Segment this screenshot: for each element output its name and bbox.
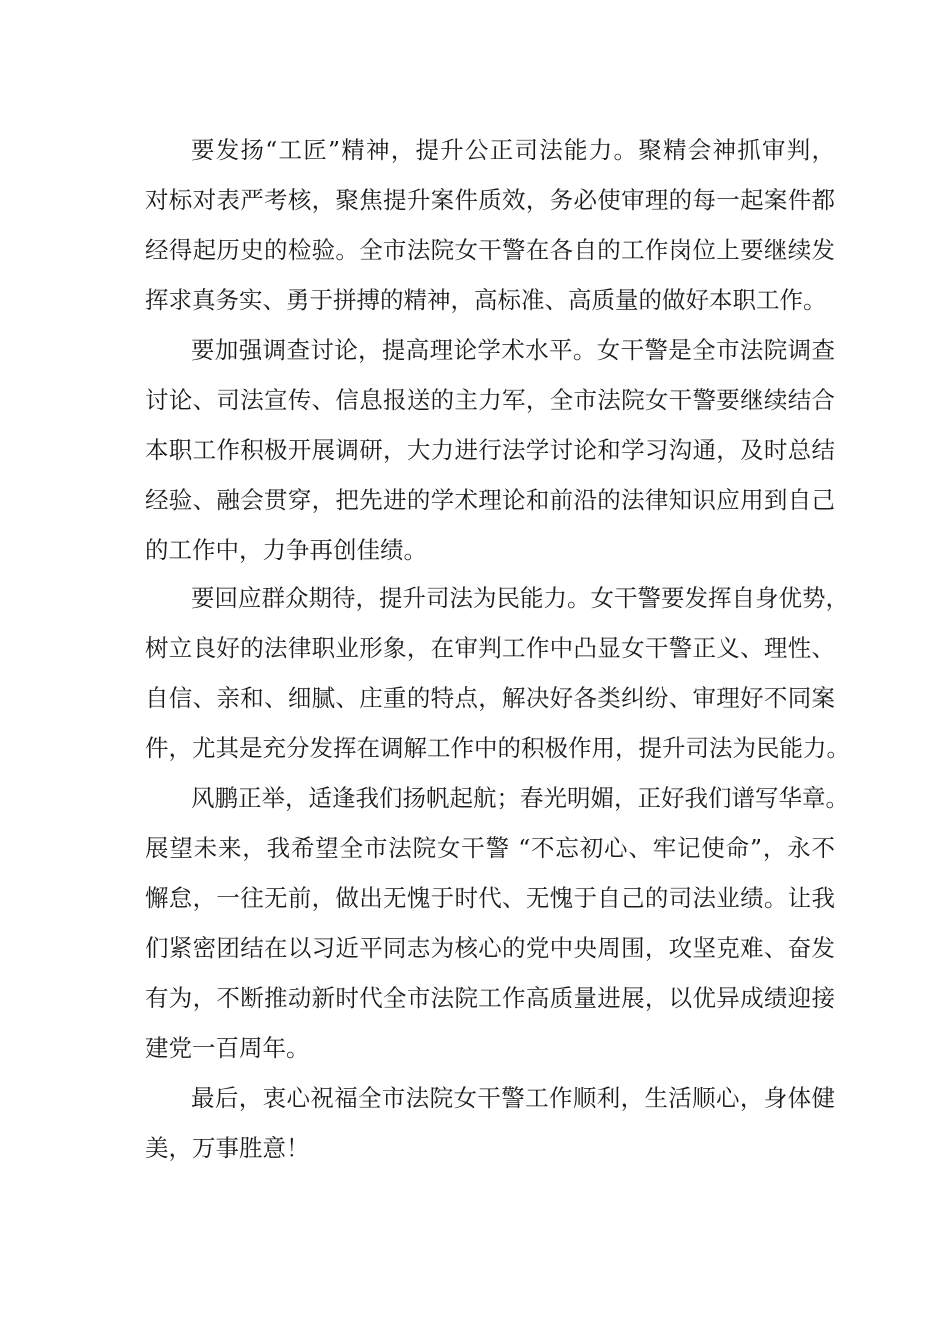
paragraph-3-line-1: 要回应群众期待，提升司法为民能力。女干警要发挥自身优势， bbox=[191, 584, 849, 612]
paragraph-4-line-2: 展望未来，我希望全市法院女干警 “不忘初心、牢记使命”，永不 bbox=[145, 834, 835, 862]
paragraph-1-line-2: 对标对表严考核，聚焦提升案件质效，务必使审理的每一起案件都 bbox=[145, 186, 835, 214]
paragraph-1-line-1: 要发扬“工匠”精神，提升公正司法能力。聚精会神抓审判， bbox=[191, 136, 835, 164]
paragraph-3-line-2: 树立良好的法律职业形象，在审判工作中凸显女干警正义、理性、 bbox=[145, 634, 835, 662]
paragraph-1-line-3: 经得起历史的检验。全市法院女干警在各自的工作岗位上要继续发 bbox=[145, 236, 835, 264]
paragraph-5-line-2: 美，万事胜意！ bbox=[145, 1134, 310, 1162]
paragraph-2-line-5: 的工作中，力争再创佳绩。 bbox=[145, 536, 427, 564]
paragraph-4-line-3: 懈怠，一往无前，做出无愧于时代、无愧于自己的司法业绩。让我 bbox=[145, 884, 835, 912]
paragraph-2-line-1: 要加强调查讨论，提高理论学术水平。女干警是全市法院调查 bbox=[191, 336, 835, 364]
paragraph-2-line-3: 本职工作积极开展调研，大力进行法学讨论和学习沟通，及时总结 bbox=[145, 436, 835, 464]
paragraph-3-line-3: 自信、亲和、细腻、庄重的特点，解决好各类纠纷、审理好不同案 bbox=[145, 684, 835, 712]
paragraph-3-line-4: 件，尤其是充分发挥在调解工作中的积极作用，提升司法为民能力。 bbox=[145, 734, 850, 762]
paragraph-5-line-1: 最后，衷心祝福全市法院女干警工作顺利，生活顺心，身体健 bbox=[191, 1084, 835, 1112]
paragraph-4-line-1: 风鹏正举，适逢我们扬帆起航；春光明媚，正好我们谱写华章。 bbox=[191, 784, 849, 812]
paragraph-1-line-4: 挥求真务实、勇于拼搏的精神，高标准、高质量的做好本职工作。 bbox=[145, 286, 827, 314]
paragraph-4-line-5: 有为，不断推动新时代全市法院工作高质量进展，以优异成绩迎接 bbox=[145, 984, 835, 1012]
paragraph-2-line-2: 讨论、司法宣传、信息报送的主力军，全市法院女干警要继续结合 bbox=[145, 386, 835, 414]
paragraph-4-line-4: 们紧密团结在以习近平同志为核心的党中央周围，攻坚克难、奋发 bbox=[145, 934, 835, 962]
paragraph-4-line-6: 建党一百周年。 bbox=[145, 1034, 310, 1062]
paragraph-2-line-4: 经验、融会贯穿，把先进的学术理论和前沿的法律知识应用到自己 bbox=[145, 486, 835, 514]
